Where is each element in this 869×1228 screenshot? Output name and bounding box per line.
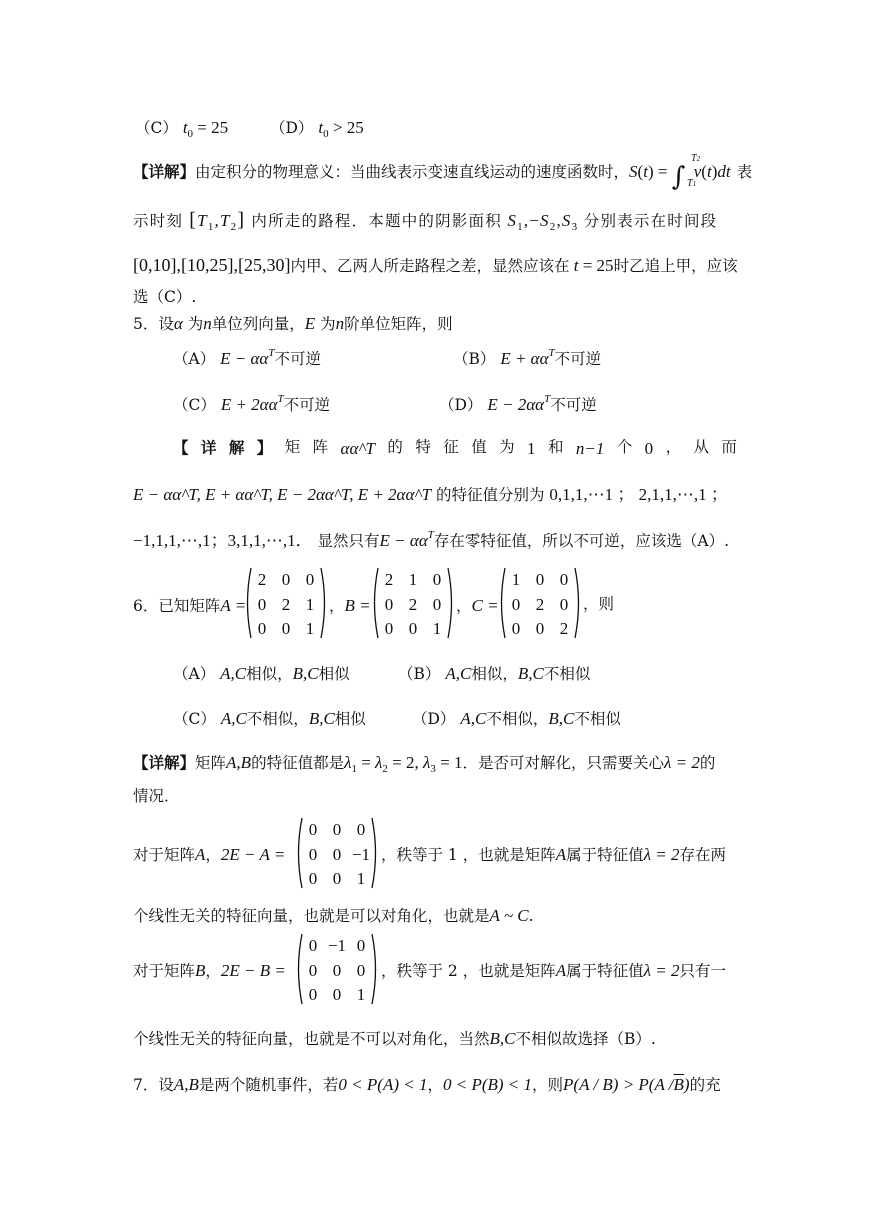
text: 不相似， [246, 710, 309, 728]
q6-detail-line-1 [133, 754, 715, 775]
matrix-B [370, 566, 456, 640]
matrix-name: B = [344, 596, 371, 615]
matrix-cell: 0 [281, 619, 291, 638]
text: 属于特征值 [566, 846, 644, 864]
t-value: t = 25 [569, 256, 614, 275]
char: 而 [721, 438, 737, 456]
text: 单位列向量， [211, 315, 305, 333]
q6-sep-2 [456, 597, 499, 615]
matrix-cell: 0 [535, 619, 545, 638]
matrix-cell: −1 [327, 936, 347, 955]
expr: ) [683, 1075, 690, 1094]
text: 存在两 [679, 846, 726, 864]
char: 的 [387, 438, 403, 456]
matrix-cell: 1 [305, 619, 315, 638]
matrix-cell: 0 [332, 985, 342, 1004]
text: 7．设 [133, 1076, 174, 1094]
text: ， [329, 597, 345, 615]
text: 6．已知矩阵 [133, 597, 221, 615]
int-lower: T1 [687, 178, 697, 189]
text: 属于特征值 [566, 962, 644, 980]
matrix-cell: 0 [559, 570, 569, 589]
q6-sep-1 [329, 597, 371, 615]
expr: P(A / B) > P(A / [563, 1075, 674, 1094]
text: 是两个随机事件，若 [198, 1076, 339, 1094]
q5-option-c [173, 394, 330, 414]
q6-option-b [398, 665, 590, 683]
q5-stem [133, 315, 453, 333]
char: 个 [616, 438, 633, 456]
interval-T: [ [183, 209, 198, 231]
text: 存在零特征值，所以不可逆，应该选（A）. [433, 532, 729, 550]
n-var: n [203, 314, 212, 333]
expr: B,C [489, 1029, 516, 1048]
text: 的 [699, 754, 716, 772]
text: 时乙追上甲，应该 [613, 257, 738, 275]
option-label: （B） [453, 350, 496, 368]
text: 显然只有 [317, 532, 380, 550]
text: ， [205, 962, 221, 980]
text: 矩阵 [195, 754, 227, 772]
option-label: （D） [270, 119, 314, 137]
text: 选（C）. [133, 288, 197, 306]
char: ， [665, 438, 682, 456]
matrix-cell: 2 [559, 619, 569, 638]
text: 情况． [133, 787, 180, 805]
E-var: E [304, 314, 316, 333]
n-minus-1: n−1 [575, 439, 605, 458]
values: 0,1,1,⋯1 ； 2,1,1,⋯,1 ； [549, 485, 728, 504]
text: 相似 [318, 665, 350, 683]
matrix-cell: 0 [308, 985, 318, 1004]
text: . [528, 907, 534, 925]
text: ，则 [532, 1076, 564, 1094]
matrix-cell: 0 [332, 845, 342, 864]
matrix-cell: 2 [257, 570, 267, 589]
matrix-cell: 0 [356, 820, 366, 839]
sup: T [268, 347, 275, 359]
matrix-cell: 0 [308, 869, 318, 888]
bracket: 【 [173, 438, 189, 457]
matrix-cell: 0 [308, 936, 318, 955]
matrix-cell: 1 [511, 570, 521, 589]
char: 矩 [284, 438, 301, 456]
matrix-cell: 1 [432, 619, 442, 638]
text: 只有一 [679, 962, 726, 980]
char: 特 [415, 438, 431, 456]
expr: λ = 2 [643, 845, 680, 864]
expr: B,C [292, 664, 319, 683]
matrix-cell: 0 [257, 595, 267, 614]
text: 由定积分的物理意义：当曲线表示变速直线运动的速度函数时， [195, 163, 630, 181]
exprs: E − αα^T, E + αα^T, E − 2αα^T, E + 2αα^T [133, 485, 432, 504]
matrix-cell: 0 [535, 570, 545, 589]
expr: E + αα [500, 349, 549, 368]
q4-option-d [270, 119, 364, 140]
detail-tag: 【详解】 [133, 162, 196, 181]
q7-stem [133, 1076, 721, 1094]
char: 和 [547, 438, 564, 456]
matrix-cell: 0 [356, 961, 366, 980]
expr-complement: $\overline{B}$ [673, 1075, 684, 1094]
area-vars: $S_1,-S_2,S_3$ [501, 211, 579, 233]
q4-option-c [135, 119, 228, 140]
matrix-cell: 1 [356, 985, 366, 1004]
text: 不相似 [574, 710, 621, 728]
text: 个线性无关的特征向量，也就是可以对角化，也就是 [133, 907, 490, 925]
expr: λ = 2 [664, 753, 700, 772]
expr: 0 < P(B) < 1 [442, 1075, 533, 1094]
text: ，秩等于 2 ，也就是矩阵 [381, 962, 556, 980]
option-label: （A） [173, 665, 216, 683]
matrix-cell: 1 [305, 595, 315, 614]
text: 示时刻 [133, 212, 184, 230]
matrix-name: C = [471, 596, 499, 615]
q4-detail-line-4 [133, 290, 196, 306]
option-label: （D） [412, 710, 456, 728]
expr: 2E − B = [220, 961, 286, 980]
text: 不可逆 [274, 350, 321, 368]
q6-forA-tail [381, 846, 726, 864]
bracket: 】 [256, 438, 273, 457]
text: 分别表示在时间段 [583, 212, 718, 230]
values: −1,1,1,⋯,1；3,1,1,⋯,1． [133, 531, 313, 550]
sup: T [277, 393, 284, 405]
matrix-cell: 0 [308, 820, 318, 839]
q5-detail-line-2 [133, 486, 728, 504]
matrix-cell: 1 [408, 570, 418, 589]
text: 的充 [689, 1076, 721, 1094]
char: 阵 [312, 438, 329, 456]
expr: A [555, 845, 567, 864]
char: 值 [471, 438, 487, 456]
expr: A,C [445, 664, 472, 683]
expr: λ = 2 [643, 961, 680, 980]
q4-detail-line-1 [133, 153, 753, 192]
q5-detail-line-3 [133, 530, 729, 550]
q6-option-c [173, 710, 366, 728]
matrix-cell: 0 [332, 869, 342, 888]
q4-option-c-expr: $t_0 = 25$ [182, 118, 229, 140]
text: 相似， [471, 665, 518, 683]
expr: A,C [220, 709, 247, 728]
text: 内甲、乙两人所走路程之差，显然应该在 [290, 257, 570, 275]
q6-forB-tail [381, 962, 726, 980]
expr: B,C [548, 709, 575, 728]
alpha-alpha-T: αα^T [340, 439, 376, 458]
option-label: （A） [173, 350, 216, 368]
matrix-name: A = [220, 596, 247, 615]
text: 不可逆 [554, 350, 602, 368]
q6-detail-line-2 [133, 789, 180, 805]
text: 相似， [246, 665, 293, 683]
char: 征 [443, 438, 459, 456]
matrix-cell: 0 [356, 936, 366, 955]
num: 0 [644, 439, 654, 458]
integral-formula: S(t) = ∫ T2 T1 v(t)dt [629, 153, 731, 192]
expr: B,C [308, 709, 335, 728]
matrix-cell: −1 [351, 845, 371, 864]
matrix-cell: 2 [535, 595, 545, 614]
q6-option-d [412, 710, 621, 728]
text: 为 [187, 315, 204, 333]
expr: E − 2αα [487, 395, 545, 414]
matrix-cell: 0 [305, 570, 315, 589]
option-label: （C） [173, 396, 216, 414]
sup: T [427, 529, 434, 541]
matrix-cell: 1 [356, 869, 366, 888]
q6-forB-line-2 [133, 1030, 656, 1048]
text: ．是否可对解化，只需要关心 [462, 754, 664, 772]
matrix-cell: 2 [408, 595, 418, 614]
text: 为 [320, 315, 336, 333]
num: 1 [527, 439, 536, 458]
detail-tag: 【详解】 [133, 753, 196, 772]
n-var: n [335, 314, 345, 333]
q6-stem-end [583, 597, 614, 613]
matrix-cell: 0 [308, 845, 318, 864]
text: ，秩等于 1 ，也就是矩阵 [381, 846, 556, 864]
sup: T [544, 393, 551, 405]
expr: A,C [460, 709, 487, 728]
matrix-2E-minus-A [294, 816, 380, 890]
option-label: （B） [398, 665, 441, 683]
option-label: （D） [439, 396, 483, 414]
text: 表 [736, 163, 753, 181]
matrix-cell: 0 [559, 595, 569, 614]
matrix-cell: 0 [408, 619, 418, 638]
expr: A [555, 961, 567, 980]
expr: A,B [226, 753, 252, 772]
option-label: （C） [173, 710, 216, 728]
q4-detail-line-2: 示时刻 $[T_1,T_2]$ 内所走的路程．本题中的阴影面积 $S_1,-S_2,S_3$ 分别表示在时间段 [133, 209, 718, 233]
matrix-cell: 0 [511, 595, 521, 614]
matrix-2E-minus-B [294, 932, 380, 1006]
expr: E + 2αα [220, 395, 278, 414]
text: ， [205, 846, 221, 864]
char: 为 [499, 438, 515, 456]
q6-stem-text [133, 597, 246, 615]
intervals: [0,10],[10,25],[25,30] [133, 255, 291, 275]
int-upper: T2 [691, 153, 701, 164]
matrix-cell: 0 [332, 961, 342, 980]
char: 解 [228, 438, 245, 457]
q6-forA-line-2 [133, 907, 534, 925]
text: 不可逆 [550, 396, 597, 414]
expr: A [195, 845, 206, 864]
text: 的特征值分别为 [435, 486, 545, 504]
q5-option-a [173, 348, 321, 368]
expr: 0 < P(A) < 1 [338, 1075, 428, 1094]
q6-forA-line [133, 846, 285, 864]
q6-option-a [173, 665, 350, 683]
expr: A,B [173, 1075, 199, 1094]
matrix-cell: 0 [281, 570, 291, 589]
matrix-cell: 0 [308, 961, 318, 980]
expr: E − αα [379, 531, 428, 550]
q6-forB-line [133, 962, 286, 980]
text: 个线性无关的特征向量，也就是不可以对角化，当然 [133, 1030, 490, 1048]
text: 不相似 [543, 665, 591, 683]
text: 阶单位矩阵，则 [344, 315, 453, 333]
matrix-cell: 0 [384, 619, 394, 638]
expr: 2E − A = [220, 845, 286, 864]
expr: A ~ C [489, 906, 529, 925]
matrix-cell: 0 [511, 619, 521, 638]
matrix-cell: 2 [384, 570, 394, 589]
sup: T [548, 347, 555, 359]
text: 内所走的路程．本题中的阴影面积 [251, 212, 502, 230]
char: 从 [693, 438, 710, 456]
matrix-cell: 0 [332, 820, 342, 839]
expr: B,C [517, 664, 544, 683]
q4-option-d-expr: $t_0 > 25$ [318, 118, 364, 140]
q4-detail-line-3 [133, 256, 738, 275]
text: ， [456, 597, 472, 615]
text: 对于矩阵 [133, 962, 196, 980]
text: 不相似故选择（B）. [515, 1030, 656, 1048]
eigenvalues: $\lambda_1 = \lambda_2 = 2$, $\lambda_3 = 1$ [344, 753, 463, 775]
text: 5．设 [133, 315, 174, 333]
text: 不可逆 [283, 396, 331, 414]
expr: E − αα [220, 349, 269, 368]
text: ， [427, 1076, 443, 1094]
expr: A,C [220, 664, 247, 683]
char: 详 [200, 438, 217, 457]
text: 不相似， [486, 710, 549, 728]
q5-option-b [453, 348, 601, 368]
expr: B [195, 961, 206, 980]
matrix-cell: 0 [257, 619, 267, 638]
text: 的特征值都是 [251, 754, 345, 772]
q5-option-d [439, 394, 597, 414]
text: 对于矩阵 [133, 846, 196, 864]
matrix-cell: 0 [432, 595, 442, 614]
matrix-A [243, 566, 329, 640]
option-label: （C） [135, 119, 178, 137]
alpha: α [173, 314, 183, 333]
q5-detail-line-1 [173, 440, 737, 457]
text: ，则 [583, 595, 615, 613]
matrix-cell: 0 [432, 570, 442, 589]
matrix-cell: 0 [384, 595, 394, 614]
matrix-cell: 2 [281, 595, 291, 614]
matrix-C [497, 566, 583, 640]
text: 相似 [334, 710, 366, 728]
